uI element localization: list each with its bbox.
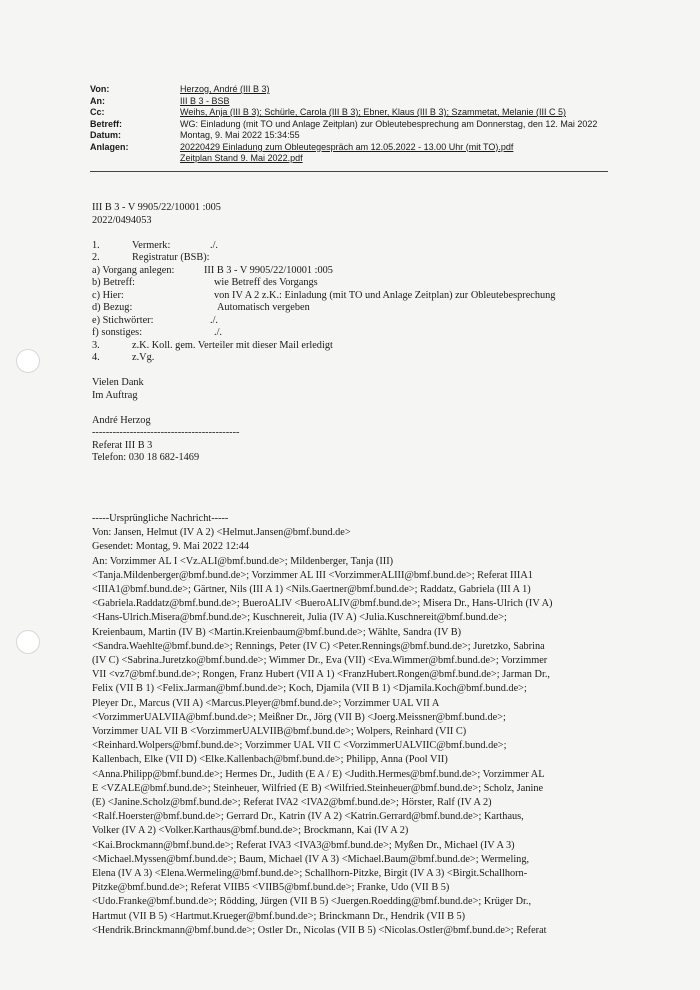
original-message bbox=[92, 512, 612, 938]
item-label: Vermerk: bbox=[132, 239, 171, 251]
header-attachments-row bbox=[90, 142, 610, 154]
memo-item-1 bbox=[92, 240, 612, 253]
item-label: e) Stichwörter: bbox=[92, 314, 154, 326]
item-number: 3. bbox=[92, 339, 100, 351]
memo-body bbox=[92, 202, 612, 465]
item-number: 2. bbox=[92, 252, 100, 263]
item-number: 1. bbox=[92, 239, 100, 251]
memo-item-b bbox=[92, 277, 612, 290]
original-message-line: Vorzimmer UAL VII B <VorzimmerUALVIIB@bmf.bund.de>; Wolpers, Reinhard (VII C) bbox=[92, 726, 467, 738]
original-message-line: Kallenbach, Elke (VII D) <Elke.Kallenbach@bmf.bund.de>; Philipp, Anna (Pool VII) bbox=[92, 754, 448, 766]
item-value: ./. bbox=[214, 327, 223, 338]
attachment-link: 20220429 Einladung zum Obleutegespräch am 12.05.2022 - 13.00 Uhr (mit TO).pdf bbox=[180, 141, 514, 152]
original-message-line: Felix (VII B 1) <Felix.Jarman@bmf.bund.de>; Koch, Djamila (VII B 1) <Djamila.Koch@bmf.bund.de>; bbox=[92, 683, 527, 695]
item-label: b) Betreff: bbox=[92, 277, 135, 288]
punch-hole-bottom bbox=[16, 630, 40, 654]
original-message-line: (E) <Janine.Scholz@bmf.bund.de>; Referat IVA2 <IVA2@bmf.bund.de>; Hörster, Ralf (IV A 2) bbox=[92, 797, 492, 809]
item-label: d) Bezug: bbox=[92, 302, 133, 313]
item-value: z.Vg. bbox=[132, 352, 155, 363]
header-label: Von: bbox=[90, 84, 110, 94]
item-value: ./. bbox=[210, 314, 219, 326]
original-message-line: <Anna.Philipp@bmf.bund.de>; Hermes Dr., Judith (E A / E) <Judith.Hermes@bmf.bund.de>; Vorzimmer AL bbox=[92, 768, 545, 780]
header-cc-row bbox=[90, 107, 610, 119]
header-label: An: bbox=[90, 95, 105, 106]
header-from-row bbox=[90, 84, 610, 96]
original-message-line: Pleyer Dr., Marcus (VII A) <Marcus.Pleyer@bmf.bund.de>; Vorzimmer UAL VII A bbox=[92, 697, 440, 709]
original-message-line: <Kai.Brockmann@bmf.bund.de>; Referat IVA3 <IVA3@bmf.bund.de>; Myßen Dr., Michael (IV A 3) bbox=[92, 839, 515, 851]
closing-order: Im Auftrag bbox=[92, 389, 138, 401]
original-message-line: Von: Jansen, Helmut (IV A 2) <Helmut.Jansen@bmf.bund.de> bbox=[92, 527, 351, 539]
item-value: Automatisch vergeben bbox=[217, 302, 310, 313]
item-value: III B 3 - V 9905/22/10001 :005 bbox=[204, 264, 333, 276]
header-subject-value: WG: Einladung (mit TO und Anlage Zeitplan) zur Obleutebesprechung am Donnerstag, den 12. Mai 2022 bbox=[180, 118, 598, 129]
original-message-line: <Sandra.Waehlte@bmf.bund.de>; Rennings, Peter (IV C) <Peter.Rennings@bmf.bund.de>; Juretzko, Sabrina bbox=[92, 640, 545, 652]
original-message-line: Volker (IV A 2) <Volker.Karthaus@bmf.bund.de>; Brockmann, Kai (IV A 2) bbox=[92, 825, 409, 837]
item-number: 4. bbox=[92, 352, 100, 363]
original-message-line: <Hendrik.Brinckmann@bmf.bund.de>; Ostler Dr., Nicolas (VII B 5) <Nicolas.Ostler@bmf.bund.de>; Referat bbox=[92, 924, 547, 936]
item-label: c) Hier: bbox=[92, 289, 124, 301]
memo-item-d bbox=[92, 302, 612, 315]
memo-item-2 bbox=[92, 252, 612, 265]
original-message-line: Kreienbaum, Martin (IV B) <Martin.Kreienbaum@bmf.bund.de>; Wählte, Sandra (IV B) bbox=[92, 626, 462, 638]
original-message-separator: -----Ursprüngliche Nachricht----- bbox=[92, 513, 229, 524]
header-to-row bbox=[90, 96, 610, 108]
header-date-row bbox=[90, 130, 610, 142]
signature-separator: ------------------------------------------- bbox=[92, 427, 240, 438]
closing-thanks: Vielen Dank bbox=[92, 377, 144, 388]
original-message-line: Pitzke@bmf.bund.de>; Referat VIIB5 <VIIB5@bmf.bund.de>; Franke, Udo (VII B 5) bbox=[92, 882, 450, 894]
original-message-line: <Reinhard.Wolpers@bmf.bund.de>; Vorzimmer UAL VII C <VorzimmerUALVIIC@bmf.bund.de>; bbox=[92, 740, 507, 752]
original-message-line: <Ralf.Hoerster@bmf.bund.de>; Gerrard Dr., Katrin (IV A 2) <Katrin.Gerrard@bmf.bund.de>; Karthaus, bbox=[92, 811, 524, 823]
document-number: 2022/0494053 bbox=[92, 214, 152, 226]
header-label: Betreff: bbox=[90, 118, 123, 129]
reference-number: III B 3 - V 9905/22/10001 :005 bbox=[92, 202, 221, 213]
header-to-value: III B 3 - BSB bbox=[180, 95, 230, 106]
header-date-value: Montag, 9. Mai 2022 15:34:55 bbox=[180, 130, 300, 140]
item-label: Registratur (BSB): bbox=[132, 252, 210, 263]
original-message-line: <Hans-Ulrich.Misera@bmf.bund.de>; Kuschnereit, Julia (IV A) <Julia.Kuschnereit@bmf.bund.de>; bbox=[92, 612, 507, 624]
item-label: f) sonstiges: bbox=[92, 327, 143, 338]
item-value: ./. bbox=[210, 239, 219, 251]
original-message-line: VII <vz7@bmf.bund.de>; Rongen, Franz Hubert (VII A 1) <FranzHubert.Rongen@bmf.bund.de>; Jarman Dr., bbox=[92, 669, 550, 681]
item-label: a) Vorgang anlegen: bbox=[92, 264, 175, 276]
item-value: von IV A 2 z.K.: Einladung (mit TO und Anlage Zeitplan) zur Obleutebesprechung bbox=[214, 289, 556, 301]
original-message-line: <Michael.Myssen@bmf.bund.de>; Baum, Michael (IV A 3) <Michael.Baum@bmf.bund.de>; Wermeling, bbox=[92, 853, 530, 865]
header-subject-row bbox=[90, 119, 610, 131]
original-message-line: Elena (IV A 3) <Elena.Wermeling@bmf.bund.de>; Schallhorn-Pitzke, Birgit (IV A 3) <Birgit.Schallhorn- bbox=[92, 868, 528, 880]
signature-unit: Referat III B 3 bbox=[92, 439, 153, 451]
header-from-value: Herzog, André (III B 3) bbox=[180, 84, 270, 94]
memo-item-f bbox=[92, 327, 612, 340]
original-message-line: <Gabriela.Raddatz@bmf.bund.de>; BueroALIV <BueroALIV@bmf.bund.de>; Misera Dr., Hans-Ulrich (IV A) bbox=[92, 598, 553, 610]
original-message-line: An: Vorzimmer AL I <Vz.ALI@bmf.bund.de>; Mildenberger, Tanja (III) bbox=[92, 555, 394, 567]
email-header bbox=[90, 84, 610, 165]
original-message-line: <VorzimmerUALVIIA@bmf.bund.de>; Meißner Dr., Jörg (VII B) <Joerg.Meissner@bmf.bund.de>; bbox=[92, 711, 506, 723]
header-label: Datum: bbox=[90, 130, 121, 140]
item-value: wie Betreff des Vorgangs bbox=[214, 277, 318, 288]
header-divider bbox=[90, 171, 608, 172]
punch-hole-top bbox=[16, 349, 40, 373]
header-label bbox=[90, 153, 180, 165]
signature-phone: Telefon: 030 18 682-1469 bbox=[92, 452, 200, 463]
memo-item-c bbox=[92, 290, 612, 303]
item-value: z.K. Koll. gem. Verteiler mit dieser Mail erledigt bbox=[132, 339, 333, 351]
memo-item-3 bbox=[92, 340, 612, 353]
original-message-line: (IV C) <Sabrina.Juretzko@bmf.bund.de>; Wimmer Dr., Eva (VII) <Eva.Wimmer@bmf.bund.de>; Vorzimmer bbox=[92, 655, 548, 667]
header-label: Anlagen: bbox=[90, 141, 129, 152]
signature-name: André Herzog bbox=[92, 414, 151, 426]
original-message-line: Gesendet: Montag, 9. Mai 2022 12:44 bbox=[92, 541, 250, 553]
memo-item-e bbox=[92, 315, 612, 328]
original-message-line: <Tanja.Mildenberger@bmf.bund.de>; Vorzimmer AL III <VorzimmerALIII@bmf.bund.de>; Referat IIIA1 bbox=[92, 569, 533, 581]
header-cc-value: Weihs, Anja (III B 3); Schürle, Carola (III B 3); Ebner, Klaus (III B 3); Szammetat, Melanie (III C 5) bbox=[180, 107, 566, 117]
original-message-line: E <VZALE@bmf.bund.de>; Steinheuer, Wilfried (E B) <Wilfried.Steinheuer@bmf.bund.de>; Scholz, Janine bbox=[92, 782, 544, 794]
attachment-link: Zeitplan Stand 9. Mai 2022.pdf bbox=[180, 153, 303, 163]
memo-item-a bbox=[92, 265, 612, 278]
original-message-line: <Udo.Franke@bmf.bund.de>; Rödding, Jürgen (VII B 5) <Juergen.Roedding@bmf.bund.de>; Krüger Dr., bbox=[92, 896, 532, 908]
header-label: Cc: bbox=[90, 107, 105, 117]
original-message-line: <IIIA1@bmf.bund.de>; Gärtner, Nils (III A 1) <Nils.Gaertner@bmf.bund.de>; Raddatz, Gabriela (III A 1) bbox=[92, 584, 531, 596]
header-attachments-row-2 bbox=[90, 153, 610, 165]
original-message-line: Hartmut (VII B 5) <Hartmut.Krueger@bmf.bund.de>; Brinckmann Dr., Hendrik (VII B 5) bbox=[92, 910, 466, 922]
memo-item-4 bbox=[92, 352, 612, 365]
